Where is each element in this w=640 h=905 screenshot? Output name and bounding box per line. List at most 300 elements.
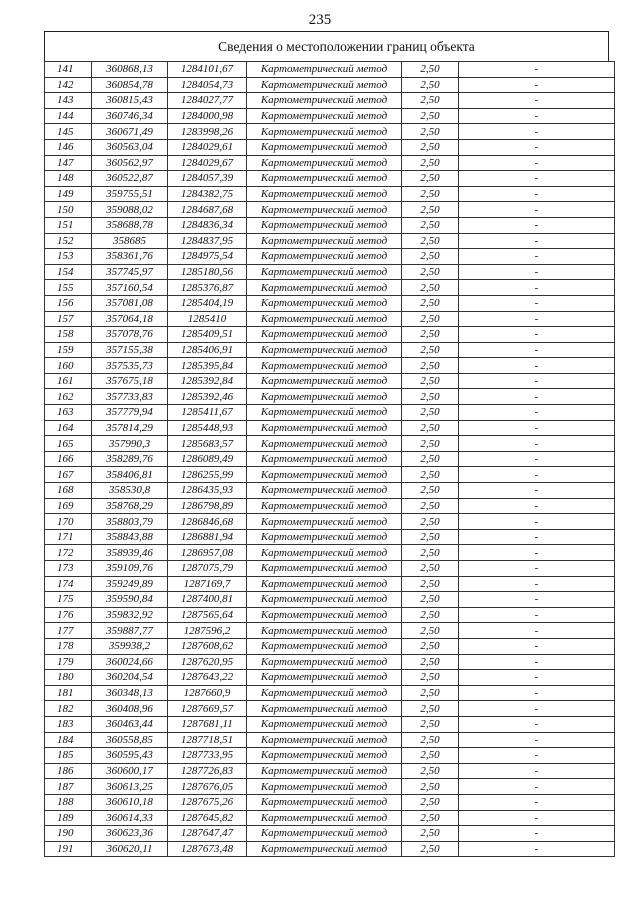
description-cell: - (459, 311, 615, 327)
x-coordinate-cell: 360600,17 (92, 763, 168, 779)
point-number-cell: 148 (45, 171, 92, 187)
x-coordinate-cell: 360348,13 (92, 685, 168, 701)
description-cell: - (459, 108, 615, 124)
table-row (45, 93, 615, 109)
point-number-cell: 176 (45, 607, 92, 623)
x-coordinate-cell: 359832,92 (92, 607, 168, 623)
table-row (45, 576, 615, 592)
method-cell: Картометрический метод (247, 295, 402, 311)
description-cell: - (459, 529, 615, 545)
x-coordinate-cell: 360868,13 (92, 62, 168, 78)
table-title: Сведения о местоположении границ объекта (44, 31, 609, 61)
table-row (45, 202, 615, 218)
method-cell: Картометрический метод (247, 483, 402, 499)
x-coordinate-cell: 360610,18 (92, 794, 168, 810)
description-cell: - (459, 139, 615, 155)
y-coordinate-cell: 1285180,56 (168, 264, 247, 280)
x-coordinate-cell: 358685 (92, 233, 168, 249)
y-coordinate-cell: 1287400,81 (168, 592, 247, 608)
method-cell: Картометрический метод (247, 607, 402, 623)
description-cell: - (459, 233, 615, 249)
method-cell: Картометрический метод (247, 514, 402, 530)
x-coordinate-cell: 358803,79 (92, 514, 168, 530)
table-row (45, 249, 615, 265)
method-cell: Картометрический метод (247, 670, 402, 686)
method-cell: Картометрический метод (247, 685, 402, 701)
x-coordinate-cell: 360613,25 (92, 779, 168, 795)
accuracy-cell: 2,50 (402, 763, 459, 779)
method-cell: Картометрический метод (247, 342, 402, 358)
table-row (45, 545, 615, 561)
description-cell: - (459, 264, 615, 280)
x-coordinate-cell: 358406,81 (92, 467, 168, 483)
point-number-cell: 157 (45, 311, 92, 327)
y-coordinate-cell: 1287169,7 (168, 576, 247, 592)
table-row (45, 638, 615, 654)
point-number-cell: 177 (45, 623, 92, 639)
y-coordinate-cell: 1284027,77 (168, 93, 247, 109)
x-coordinate-cell: 360562,97 (92, 155, 168, 171)
accuracy-cell: 2,50 (402, 623, 459, 639)
point-number-cell: 189 (45, 810, 92, 826)
description-cell: - (459, 93, 615, 109)
y-coordinate-cell: 1284975,54 (168, 249, 247, 265)
point-number-cell: 154 (45, 264, 92, 280)
x-coordinate-cell: 360620,11 (92, 841, 168, 857)
accuracy-cell: 2,50 (402, 124, 459, 140)
description-cell: - (459, 202, 615, 218)
accuracy-cell: 2,50 (402, 638, 459, 654)
table-row (45, 373, 615, 389)
table-row (45, 810, 615, 826)
point-number-cell: 182 (45, 701, 92, 717)
y-coordinate-cell: 1287669,57 (168, 701, 247, 717)
y-coordinate-cell: 1287673,48 (168, 841, 247, 857)
point-number-cell: 163 (45, 405, 92, 421)
y-coordinate-cell: 1284101,67 (168, 62, 247, 78)
y-coordinate-cell: 1286798,89 (168, 498, 247, 514)
y-coordinate-cell: 1287718,51 (168, 732, 247, 748)
x-coordinate-cell: 360746,34 (92, 108, 168, 124)
description-cell: - (459, 124, 615, 140)
accuracy-cell: 2,50 (402, 779, 459, 795)
x-coordinate-cell: 357779,94 (92, 405, 168, 421)
description-cell: - (459, 545, 615, 561)
x-coordinate-cell: 360815,43 (92, 93, 168, 109)
description-cell: - (459, 280, 615, 296)
point-number-cell: 190 (45, 826, 92, 842)
description-cell: - (459, 436, 615, 452)
y-coordinate-cell: 1285448,93 (168, 420, 247, 436)
accuracy-cell: 2,50 (402, 467, 459, 483)
method-cell: Картометрический метод (247, 217, 402, 233)
method-cell: Картометрический метод (247, 763, 402, 779)
method-cell: Картометрический метод (247, 467, 402, 483)
description-cell: - (459, 295, 615, 311)
description-cell: - (459, 623, 615, 639)
accuracy-cell: 2,50 (402, 420, 459, 436)
point-number-cell: 149 (45, 186, 92, 202)
description-cell: - (459, 155, 615, 171)
table-row (45, 841, 615, 857)
y-coordinate-cell: 1284382,75 (168, 186, 247, 202)
x-coordinate-cell: 358688,78 (92, 217, 168, 233)
description-cell: - (459, 342, 615, 358)
table-row (45, 623, 615, 639)
method-cell: Картометрический метод (247, 529, 402, 545)
y-coordinate-cell: 1285409,51 (168, 327, 247, 343)
y-coordinate-cell: 1286846,68 (168, 514, 247, 530)
boundary-table-sheet (44, 31, 609, 857)
method-cell: Картометрический метод (247, 841, 402, 857)
description-cell: - (459, 389, 615, 405)
accuracy-cell: 2,50 (402, 171, 459, 187)
description-cell: - (459, 498, 615, 514)
method-cell: Картометрический метод (247, 451, 402, 467)
method-cell: Картометрический метод (247, 389, 402, 405)
point-number-cell: 180 (45, 670, 92, 686)
y-coordinate-cell: 1285395,84 (168, 358, 247, 374)
accuracy-cell: 2,50 (402, 373, 459, 389)
y-coordinate-cell: 1286255,99 (168, 467, 247, 483)
table-row (45, 295, 615, 311)
x-coordinate-cell: 357745,97 (92, 264, 168, 280)
table-row (45, 654, 615, 670)
y-coordinate-cell: 1287596,2 (168, 623, 247, 639)
description-cell: - (459, 576, 615, 592)
point-number-cell: 143 (45, 93, 92, 109)
table-row (45, 685, 615, 701)
table-row (45, 342, 615, 358)
point-number-cell: 160 (45, 358, 92, 374)
point-number-cell: 165 (45, 436, 92, 452)
accuracy-cell: 2,50 (402, 155, 459, 171)
x-coordinate-cell: 357535,73 (92, 358, 168, 374)
point-number-cell: 145 (45, 124, 92, 140)
y-coordinate-cell: 1287565,64 (168, 607, 247, 623)
description-cell: - (459, 670, 615, 686)
description-cell: - (459, 638, 615, 654)
accuracy-cell: 2,50 (402, 327, 459, 343)
accuracy-cell: 2,50 (402, 748, 459, 764)
x-coordinate-cell: 359590,84 (92, 592, 168, 608)
description-cell: - (459, 514, 615, 530)
table-row (45, 592, 615, 608)
x-coordinate-cell: 357160,54 (92, 280, 168, 296)
table-row (45, 701, 615, 717)
accuracy-cell: 2,50 (402, 483, 459, 499)
description-cell: - (459, 249, 615, 265)
description-cell: - (459, 171, 615, 187)
description-cell: - (459, 358, 615, 374)
y-coordinate-cell: 1287643,22 (168, 670, 247, 686)
point-number-cell: 171 (45, 529, 92, 545)
description-cell: - (459, 467, 615, 483)
point-number-cell: 170 (45, 514, 92, 530)
point-number-cell: 152 (45, 233, 92, 249)
y-coordinate-cell: 1284687,68 (168, 202, 247, 218)
table-row (45, 405, 615, 421)
y-coordinate-cell: 1287681,11 (168, 716, 247, 732)
table-row (45, 420, 615, 436)
x-coordinate-cell: 359938,2 (92, 638, 168, 654)
x-coordinate-cell: 358843,88 (92, 529, 168, 545)
method-cell: Картометрический метод (247, 701, 402, 717)
accuracy-cell: 2,50 (402, 607, 459, 623)
method-cell: Картометрический метод (247, 779, 402, 795)
x-coordinate-cell: 360614,33 (92, 810, 168, 826)
accuracy-cell: 2,50 (402, 654, 459, 670)
x-coordinate-cell: 360024,66 (92, 654, 168, 670)
point-number-cell: 172 (45, 545, 92, 561)
y-coordinate-cell: 1285406,91 (168, 342, 247, 358)
x-coordinate-cell: 359887,77 (92, 623, 168, 639)
method-cell: Картометрический метод (247, 62, 402, 78)
point-number-cell: 141 (45, 62, 92, 78)
page-number: 235 (308, 12, 332, 28)
y-coordinate-cell: 1287733,95 (168, 748, 247, 764)
description-cell: - (459, 373, 615, 389)
y-coordinate-cell: 1286957,08 (168, 545, 247, 561)
y-coordinate-cell: 1287647,47 (168, 826, 247, 842)
accuracy-cell: 2,50 (402, 202, 459, 218)
point-number-cell: 175 (45, 592, 92, 608)
point-number-cell: 178 (45, 638, 92, 654)
x-coordinate-cell: 360558,85 (92, 732, 168, 748)
point-number-cell: 188 (45, 794, 92, 810)
accuracy-cell: 2,50 (402, 529, 459, 545)
point-number-cell: 144 (45, 108, 92, 124)
method-cell: Картометрический метод (247, 732, 402, 748)
description-cell: - (459, 841, 615, 857)
method-cell: Картометрический метод (247, 186, 402, 202)
x-coordinate-cell: 358361,76 (92, 249, 168, 265)
point-number-cell: 151 (45, 217, 92, 233)
x-coordinate-cell: 360671,49 (92, 124, 168, 140)
table-row (45, 139, 615, 155)
description-cell: - (459, 77, 615, 93)
point-number-cell: 146 (45, 139, 92, 155)
x-coordinate-cell: 360204,54 (92, 670, 168, 686)
accuracy-cell: 2,50 (402, 389, 459, 405)
method-cell: Картометрический метод (247, 202, 402, 218)
method-cell: Картометрический метод (247, 623, 402, 639)
description-cell: - (459, 779, 615, 795)
description-cell: - (459, 701, 615, 717)
description-cell: - (459, 685, 615, 701)
point-number-cell: 187 (45, 779, 92, 795)
table-row (45, 529, 615, 545)
description-cell: - (459, 217, 615, 233)
method-cell: Картометрический метод (247, 311, 402, 327)
table-row (45, 62, 615, 78)
x-coordinate-cell: 359755,51 (92, 186, 168, 202)
y-coordinate-cell: 1284000,98 (168, 108, 247, 124)
description-cell: - (459, 327, 615, 343)
point-number-cell: 168 (45, 483, 92, 499)
x-coordinate-cell: 360595,43 (92, 748, 168, 764)
description-cell: - (459, 62, 615, 78)
point-number-cell: 147 (45, 155, 92, 171)
y-coordinate-cell: 1287660,9 (168, 685, 247, 701)
x-coordinate-cell: 358530,8 (92, 483, 168, 499)
point-number-cell: 173 (45, 561, 92, 577)
point-number-cell: 155 (45, 280, 92, 296)
accuracy-cell: 2,50 (402, 264, 459, 280)
y-coordinate-cell: 1285683,57 (168, 436, 247, 452)
table-row (45, 108, 615, 124)
table-row (45, 748, 615, 764)
point-number-cell: 184 (45, 732, 92, 748)
y-coordinate-cell: 1287075,79 (168, 561, 247, 577)
x-coordinate-cell: 360563,04 (92, 139, 168, 155)
accuracy-cell: 2,50 (402, 701, 459, 717)
y-coordinate-cell: 1284029,67 (168, 155, 247, 171)
point-number-cell: 181 (45, 685, 92, 701)
x-coordinate-cell: 358768,29 (92, 498, 168, 514)
method-cell: Картометрический метод (247, 373, 402, 389)
table-row (45, 826, 615, 842)
point-number-cell: 150 (45, 202, 92, 218)
accuracy-cell: 2,50 (402, 436, 459, 452)
description-cell: - (459, 810, 615, 826)
method-cell: Картометрический метод (247, 716, 402, 732)
point-number-cell: 174 (45, 576, 92, 592)
accuracy-cell: 2,50 (402, 841, 459, 857)
method-cell: Картометрический метод (247, 280, 402, 296)
table-row (45, 607, 615, 623)
method-cell: Картометрический метод (247, 810, 402, 826)
method-cell: Картометрический метод (247, 436, 402, 452)
accuracy-cell: 2,50 (402, 561, 459, 577)
table-row (45, 280, 615, 296)
description-cell: - (459, 794, 615, 810)
accuracy-cell: 2,50 (402, 295, 459, 311)
point-number-cell: 153 (45, 249, 92, 265)
table-row (45, 233, 615, 249)
method-cell: Картометрический метод (247, 233, 402, 249)
table-row (45, 311, 615, 327)
description-cell: - (459, 607, 615, 623)
description-cell: - (459, 451, 615, 467)
method-cell: Картометрический метод (247, 155, 402, 171)
accuracy-cell: 2,50 (402, 498, 459, 514)
x-coordinate-cell: 358289,76 (92, 451, 168, 467)
point-number-cell: 158 (45, 327, 92, 343)
table-row (45, 124, 615, 140)
method-cell: Картометрический метод (247, 171, 402, 187)
point-number-cell: 161 (45, 373, 92, 389)
accuracy-cell: 2,50 (402, 311, 459, 327)
accuracy-cell: 2,50 (402, 186, 459, 202)
method-cell: Картометрический метод (247, 498, 402, 514)
accuracy-cell: 2,50 (402, 732, 459, 748)
method-cell: Картометрический метод (247, 592, 402, 608)
x-coordinate-cell: 358939,46 (92, 545, 168, 561)
method-cell: Картометрический метод (247, 327, 402, 343)
accuracy-cell: 2,50 (402, 358, 459, 374)
description-cell: - (459, 732, 615, 748)
table-row (45, 561, 615, 577)
x-coordinate-cell: 359109,76 (92, 561, 168, 577)
description-cell: - (459, 826, 615, 842)
method-cell: Картометрический метод (247, 748, 402, 764)
method-cell: Картометрический метод (247, 545, 402, 561)
y-coordinate-cell: 1287620,95 (168, 654, 247, 670)
accuracy-cell: 2,50 (402, 716, 459, 732)
accuracy-cell: 2,50 (402, 592, 459, 608)
x-coordinate-cell: 360854,78 (92, 77, 168, 93)
table-row (45, 467, 615, 483)
description-cell: - (459, 405, 615, 421)
y-coordinate-cell: 1285376,87 (168, 280, 247, 296)
point-number-cell: 191 (45, 841, 92, 857)
table-row (45, 358, 615, 374)
description-cell: - (459, 748, 615, 764)
accuracy-cell: 2,50 (402, 576, 459, 592)
y-coordinate-cell: 1283998,26 (168, 124, 247, 140)
point-number-cell: 142 (45, 77, 92, 93)
x-coordinate-cell: 357990,3 (92, 436, 168, 452)
boundary-points-table (44, 61, 615, 857)
accuracy-cell: 2,50 (402, 451, 459, 467)
y-coordinate-cell: 1285392,84 (168, 373, 247, 389)
accuracy-cell: 2,50 (402, 826, 459, 842)
x-coordinate-cell: 360623,36 (92, 826, 168, 842)
accuracy-cell: 2,50 (402, 62, 459, 78)
accuracy-cell: 2,50 (402, 514, 459, 530)
point-number-cell: 156 (45, 295, 92, 311)
y-coordinate-cell: 1284029,61 (168, 139, 247, 155)
y-coordinate-cell: 1284837,95 (168, 233, 247, 249)
method-cell: Картометрический метод (247, 108, 402, 124)
accuracy-cell: 2,50 (402, 810, 459, 826)
accuracy-cell: 2,50 (402, 794, 459, 810)
y-coordinate-cell: 1287675,26 (168, 794, 247, 810)
accuracy-cell: 2,50 (402, 545, 459, 561)
table-row (45, 186, 615, 202)
table-row (45, 779, 615, 795)
y-coordinate-cell: 1287726,83 (168, 763, 247, 779)
point-number-cell: 186 (45, 763, 92, 779)
method-cell: Картометрический метод (247, 794, 402, 810)
y-coordinate-cell: 1285392,46 (168, 389, 247, 405)
description-cell: - (459, 483, 615, 499)
x-coordinate-cell: 357078,76 (92, 327, 168, 343)
table-row (45, 451, 615, 467)
table-row (45, 670, 615, 686)
point-number-cell: 179 (45, 654, 92, 670)
accuracy-cell: 2,50 (402, 139, 459, 155)
method-cell: Картометрический метод (247, 576, 402, 592)
accuracy-cell: 2,50 (402, 93, 459, 109)
y-coordinate-cell: 1287608,62 (168, 638, 247, 654)
table-row (45, 498, 615, 514)
point-number-cell: 183 (45, 716, 92, 732)
x-coordinate-cell: 360522,87 (92, 171, 168, 187)
accuracy-cell: 2,50 (402, 249, 459, 265)
table-row (45, 732, 615, 748)
method-cell: Картометрический метод (247, 264, 402, 280)
y-coordinate-cell: 1286881,94 (168, 529, 247, 545)
description-cell: - (459, 186, 615, 202)
x-coordinate-cell: 357155,38 (92, 342, 168, 358)
table-row (45, 436, 615, 452)
table-row (45, 77, 615, 93)
table-body (45, 62, 615, 857)
method-cell: Картометрический метод (247, 638, 402, 654)
method-cell: Картометрический метод (247, 420, 402, 436)
